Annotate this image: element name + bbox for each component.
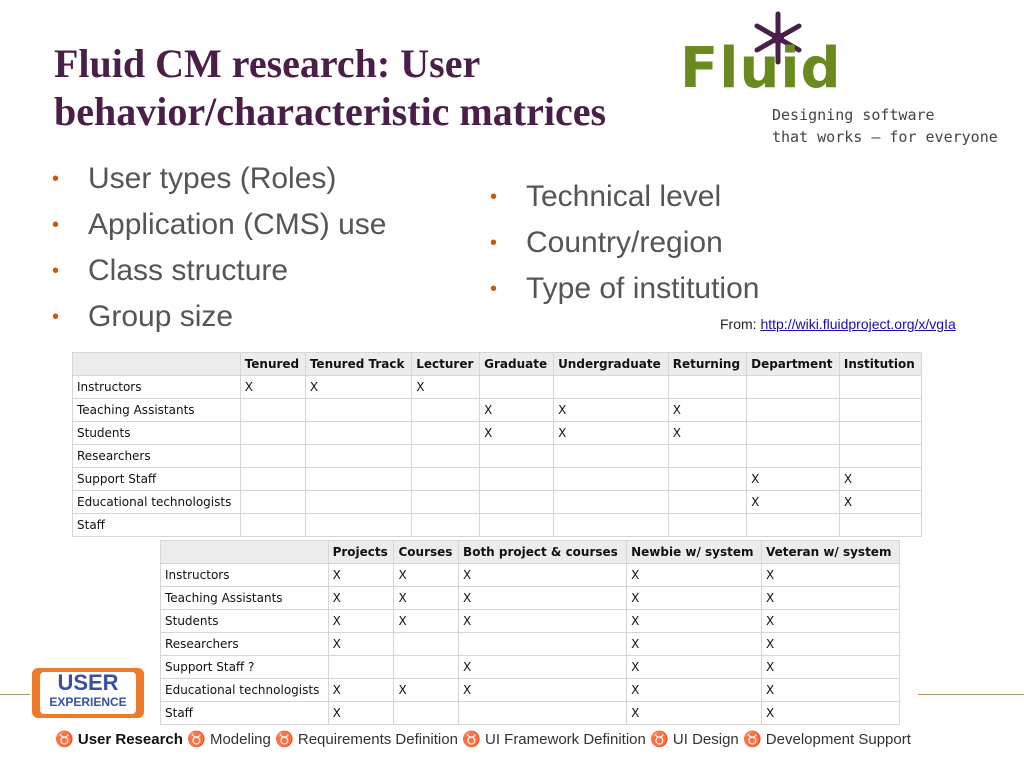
row-label-cell: Researchers bbox=[73, 445, 241, 468]
matrix-cell: X bbox=[328, 610, 394, 633]
matrix-cell bbox=[554, 468, 669, 491]
breadcrumb-current: User Research bbox=[77, 731, 183, 748]
table-row bbox=[161, 610, 900, 633]
matrix-cell bbox=[747, 445, 840, 468]
table-row bbox=[73, 514, 922, 537]
column-header: Graduate bbox=[480, 353, 554, 376]
matrix-cell bbox=[480, 514, 554, 537]
matrix-cell: X bbox=[761, 702, 899, 725]
table-header-row bbox=[73, 353, 922, 376]
table-row bbox=[73, 491, 922, 514]
matrix-cell: X bbox=[459, 679, 627, 702]
matrix-cell: X bbox=[668, 399, 746, 422]
matrix-cell bbox=[839, 399, 921, 422]
column-header: Lecturer bbox=[412, 353, 480, 376]
matrix-cell bbox=[240, 399, 305, 422]
bullet-item: • Application (CMS) use bbox=[52, 206, 386, 252]
row-label-header bbox=[161, 541, 329, 564]
matrix-cell: X bbox=[480, 399, 554, 422]
row-label-header bbox=[73, 353, 241, 376]
tagline-line-2: that works – for everyone bbox=[772, 128, 998, 146]
user-experience-badge bbox=[32, 668, 144, 718]
table-header-row bbox=[161, 541, 900, 564]
logo-tagline bbox=[772, 104, 998, 148]
table-row bbox=[73, 422, 922, 445]
breadcrumb-item: Support bbox=[858, 731, 911, 748]
breadcrumb-item: Development bbox=[765, 731, 855, 748]
breadcrumb-separator-icon: ♉ bbox=[650, 731, 669, 748]
matrix-cell bbox=[839, 445, 921, 468]
matrix-cell: X bbox=[459, 564, 627, 587]
table-row bbox=[161, 656, 900, 679]
matrix-cell: X bbox=[394, 679, 459, 702]
column-header: Institution bbox=[839, 353, 921, 376]
slide-title bbox=[54, 40, 674, 136]
column-header: Department bbox=[747, 353, 840, 376]
column-header: Returning bbox=[668, 353, 746, 376]
matrix-cell bbox=[412, 468, 480, 491]
matrix-cell: X bbox=[328, 564, 394, 587]
matrix-cell bbox=[554, 376, 669, 399]
matrix-cell bbox=[394, 633, 459, 656]
matrix-cell: X bbox=[394, 610, 459, 633]
matrix-cell bbox=[240, 445, 305, 468]
matrix-cell bbox=[668, 376, 746, 399]
row-label-cell: Educational technologists bbox=[73, 491, 241, 514]
matrix-cell: X bbox=[412, 376, 480, 399]
application-use-matrix-table bbox=[160, 540, 900, 725]
matrix-cell: X bbox=[761, 633, 899, 656]
row-label-cell: Support Staff ? bbox=[161, 656, 329, 679]
matrix-cell bbox=[480, 445, 554, 468]
matrix-cell bbox=[839, 376, 921, 399]
matrix-cell bbox=[412, 422, 480, 445]
column-header: Courses bbox=[394, 541, 459, 564]
column-header: Projects bbox=[328, 541, 394, 564]
breadcrumb-separator-icon: ♉ bbox=[187, 731, 206, 748]
title-line-1: Fluid CM research: User bbox=[54, 41, 481, 86]
column-header: Tenured bbox=[240, 353, 305, 376]
table-row bbox=[161, 679, 900, 702]
column-header: Both project & courses bbox=[459, 541, 627, 564]
column-header: Veteran w/ system bbox=[761, 541, 899, 564]
matrix-cell bbox=[480, 491, 554, 514]
table-row bbox=[73, 399, 922, 422]
matrix-cell bbox=[480, 468, 554, 491]
matrix-cell bbox=[412, 445, 480, 468]
row-label-cell: Staff bbox=[161, 702, 329, 725]
row-label-cell: Support Staff bbox=[73, 468, 241, 491]
matrix-cell bbox=[305, 491, 411, 514]
matrix-cell: X bbox=[839, 468, 921, 491]
table-row bbox=[161, 564, 900, 587]
matrix-cell: X bbox=[328, 633, 394, 656]
matrix-cell bbox=[668, 445, 746, 468]
table-row bbox=[73, 376, 922, 399]
matrix-cell: X bbox=[394, 587, 459, 610]
breadcrumb-separator-icon: ♉ bbox=[742, 731, 762, 748]
matrix-cell bbox=[668, 491, 746, 514]
matrix-cell bbox=[554, 514, 669, 537]
matrix-cell bbox=[240, 491, 305, 514]
matrix-cell: X bbox=[747, 491, 840, 514]
left-bullet-list bbox=[52, 160, 386, 344]
matrix-cell bbox=[305, 399, 411, 422]
process-breadcrumb bbox=[55, 730, 955, 750]
row-label-cell: Staff bbox=[73, 514, 241, 537]
matrix-cell bbox=[747, 399, 840, 422]
source-link[interactable]: http://wiki.fluidproject.org/x/vgIa bbox=[760, 316, 956, 332]
bullet-item: • Group size bbox=[52, 298, 386, 344]
matrix-cell bbox=[747, 422, 840, 445]
breadcrumb-separator-icon: ♉ bbox=[275, 731, 294, 748]
matrix-cell: X bbox=[328, 702, 394, 725]
row-label-cell: Teaching Assistants bbox=[161, 587, 329, 610]
breadcrumb-item: UI Design bbox=[672, 731, 739, 748]
matrix-cell bbox=[394, 656, 459, 679]
logo-wordmark: Fluid bbox=[680, 36, 842, 101]
matrix-cell: X bbox=[627, 656, 762, 679]
matrix-cell bbox=[747, 514, 840, 537]
bullet-item: • Class structure bbox=[52, 252, 386, 298]
matrix-cell: X bbox=[627, 702, 762, 725]
badge-line-2: EXPERIENCE bbox=[49, 695, 127, 709]
matrix-cell bbox=[240, 422, 305, 445]
matrix-cell bbox=[668, 514, 746, 537]
row-label-cell: Educational technologists bbox=[161, 679, 329, 702]
table-row bbox=[161, 633, 900, 656]
table-row bbox=[161, 702, 900, 725]
matrix-cell: X bbox=[459, 587, 627, 610]
matrix-cell: X bbox=[668, 422, 746, 445]
matrix-cell bbox=[554, 491, 669, 514]
matrix-cell: X bbox=[554, 399, 669, 422]
matrix-cell bbox=[668, 468, 746, 491]
matrix-cell bbox=[412, 514, 480, 537]
matrix-cell: X bbox=[839, 491, 921, 514]
breadcrumb-separator-icon: ♉ bbox=[55, 731, 74, 748]
matrix-cell bbox=[240, 468, 305, 491]
fluid-logo bbox=[680, 8, 1010, 148]
matrix-cell bbox=[554, 445, 669, 468]
matrix-cell: X bbox=[627, 679, 762, 702]
matrix-cell bbox=[412, 491, 480, 514]
matrix-cell: X bbox=[459, 656, 627, 679]
matrix-cell: X bbox=[328, 679, 394, 702]
matrix-cell bbox=[305, 445, 411, 468]
matrix-cell: X bbox=[627, 633, 762, 656]
matrix-cell: X bbox=[761, 587, 899, 610]
row-label-cell: Teaching Assistants bbox=[73, 399, 241, 422]
matrix-cell: X bbox=[747, 468, 840, 491]
column-header: Tenured Track bbox=[305, 353, 411, 376]
row-label-cell: Instructors bbox=[161, 564, 329, 587]
matrix-cell: X bbox=[554, 422, 669, 445]
matrix-cell: X bbox=[761, 564, 899, 587]
breadcrumb-separator-icon: ♉ bbox=[462, 731, 481, 748]
bullet-item: • Technical level bbox=[490, 178, 759, 224]
matrix-cell: X bbox=[305, 376, 411, 399]
matrix-cell: X bbox=[627, 587, 762, 610]
divider-right bbox=[918, 694, 1024, 695]
matrix-cell: X bbox=[240, 376, 305, 399]
user-role-matrix-table bbox=[72, 352, 922, 537]
source-label: From: bbox=[720, 316, 757, 332]
matrix-cell bbox=[240, 514, 305, 537]
matrix-cell: X bbox=[328, 587, 394, 610]
table-row bbox=[73, 445, 922, 468]
matrix-cell bbox=[305, 468, 411, 491]
table-row bbox=[161, 587, 900, 610]
right-bullet-list bbox=[490, 178, 759, 316]
matrix-cell: X bbox=[627, 564, 762, 587]
breadcrumb-item: UI Framework Definition bbox=[484, 731, 646, 748]
matrix-cell: X bbox=[761, 679, 899, 702]
matrix-cell: X bbox=[761, 610, 899, 633]
matrix-cell bbox=[394, 702, 459, 725]
matrix-cell bbox=[412, 399, 480, 422]
matrix-cell: X bbox=[459, 610, 627, 633]
breadcrumb-item: Modeling bbox=[209, 731, 271, 748]
source-citation bbox=[720, 316, 956, 332]
matrix-cell bbox=[305, 422, 411, 445]
table-row bbox=[73, 468, 922, 491]
row-label-cell: Students bbox=[161, 610, 329, 633]
matrix-cell bbox=[459, 633, 627, 656]
matrix-cell: X bbox=[480, 422, 554, 445]
divider-left bbox=[0, 694, 30, 695]
column-header: Newbie w/ system bbox=[627, 541, 762, 564]
matrix-cell bbox=[839, 514, 921, 537]
bullet-item: • User types (Roles) bbox=[52, 160, 386, 206]
breadcrumb-item: Requirements Definition bbox=[297, 731, 458, 748]
matrix-cell: X bbox=[627, 610, 762, 633]
badge-line-1: USER bbox=[57, 670, 119, 695]
row-label-cell: Instructors bbox=[73, 376, 241, 399]
row-label-cell: Students bbox=[73, 422, 241, 445]
matrix-cell bbox=[305, 514, 411, 537]
bullet-item: • Type of institution bbox=[490, 270, 759, 316]
title-line-2: behavior/characteristic matrices bbox=[54, 89, 607, 134]
column-header: Undergraduate bbox=[554, 353, 669, 376]
matrix-cell: X bbox=[394, 564, 459, 587]
matrix-cell bbox=[839, 422, 921, 445]
matrix-cell bbox=[328, 656, 394, 679]
matrix-cell: X bbox=[761, 656, 899, 679]
matrix-cell bbox=[480, 376, 554, 399]
matrix-cell bbox=[459, 702, 627, 725]
matrix-cell bbox=[747, 376, 840, 399]
tagline-line-1: Designing software bbox=[772, 106, 935, 124]
bullet-item: • Country/region bbox=[490, 224, 759, 270]
row-label-cell: Researchers bbox=[161, 633, 329, 656]
